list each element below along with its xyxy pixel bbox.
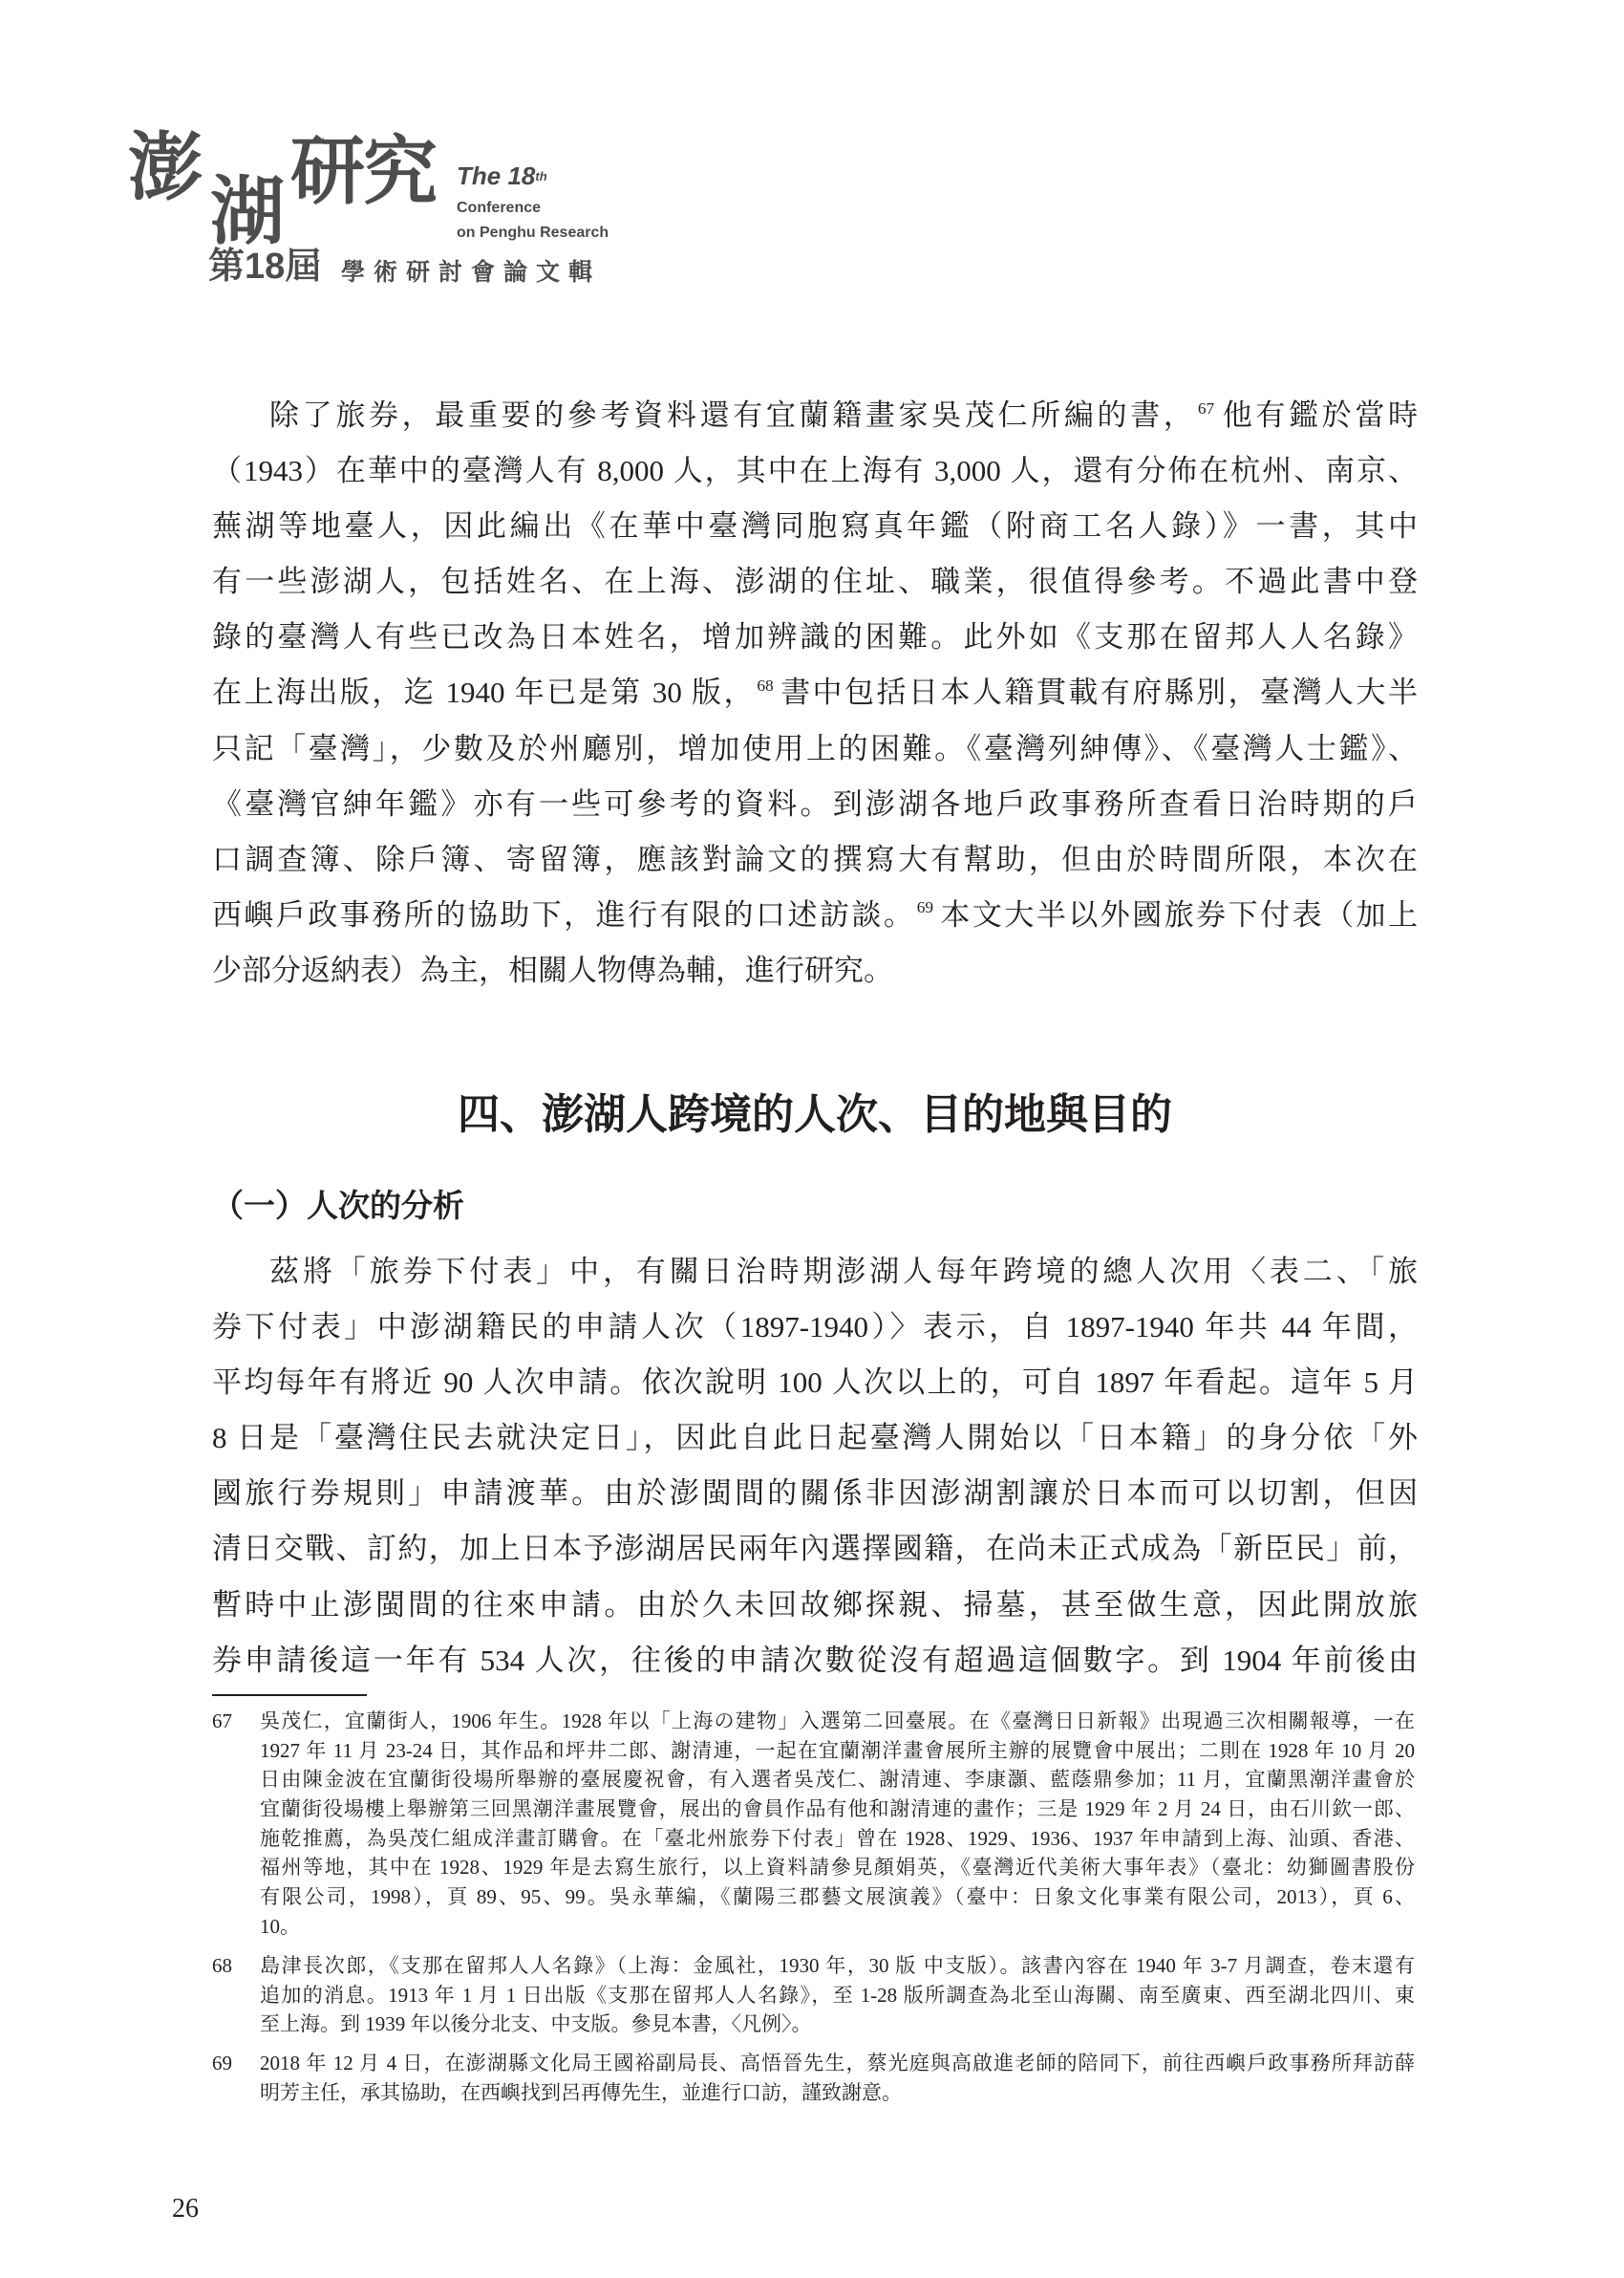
footnote-line: 有限公司，1998），頁 89、95、99。吳永華編，《蘭陽三郡藝文展演義》（臺中：日象文化事業有限公司，2013），頁 6、 xyxy=(260,1885,1415,1909)
footnote-body xyxy=(260,1951,1415,2039)
footnote xyxy=(212,2049,1415,2107)
footnote-line: 宜蘭街役場樓上舉辦第三回黑潮洋畫展覽會，展出的會員作品有他和謝清連的畫作；三是 1929 年 2 月 24 日，由石川欽一郎、 xyxy=(260,1797,1415,1821)
text-line: 國旅行券規則」申請渡華。由於澎閩間的關係非因澎湖割讓於日本而可以切割，但因 xyxy=(212,1476,1418,1511)
text-line xyxy=(212,665,1418,720)
footnote-line: 吳茂仁，宜蘭街人，1906 年生。1928 年以「上海の建物」入選第二回臺展。在《臺灣日日新報》出現過三次相關報導，一在 xyxy=(260,1709,1415,1732)
conference-ordinal xyxy=(457,161,547,196)
conference-label: on Penghu Research xyxy=(457,225,609,241)
conference-ordinal-suffix: th xyxy=(535,169,547,183)
text-segment: 他有鑑於當時 xyxy=(1219,398,1419,432)
footnote-separator xyxy=(212,1694,367,1696)
text-line: 只記「臺灣」，少數及於州廳別，增加使用上的困難。《臺灣列紳傳》、《臺灣人士鑑》、 xyxy=(212,731,1418,765)
footnote-body xyxy=(260,1707,1415,1942)
footnote xyxy=(212,1951,1415,2039)
footnote-line: 福州等地，其中在 1928、1929 年是去寫生旅行，以上資料請參見顏娟英，《臺灣近代美術大事年表》（臺北：幼獅圖書股份 xyxy=(260,1856,1415,1880)
edition-label: 第18屆 xyxy=(208,247,322,287)
conference-label: Conference xyxy=(457,200,542,216)
intro-paragraph xyxy=(212,388,1418,999)
text-line: 暫時中止澎閩間的往來申請。由於久未回故鄉探親、掃墓，甚至做生意，因此開放旅 xyxy=(212,1587,1418,1622)
conference-ordinal-text: The 18 xyxy=(457,161,536,190)
text-line xyxy=(212,388,1418,443)
footnote-body xyxy=(260,2049,1415,2107)
text-line: 平均每年有將近 90 人次申請。依次說明 100 人次以上的，可自 1897 年看起。這年 5 月 xyxy=(212,1365,1418,1400)
text-line xyxy=(212,888,1418,943)
page-number: 26 xyxy=(172,2194,199,2224)
text-line: （1943）在華中的臺灣人有 8,000 人，其中在上海有 3,000 人，還有分佈在杭州、南京、 xyxy=(212,454,1418,488)
text-line: 《臺灣官紳年鑑》亦有一些可參考的資料。到澎湖各地戶政事務所查看日治時期的戶 xyxy=(212,786,1418,821)
footnote-line: 日由陳金波在宜蘭街役場所舉辦的臺展慶祝會，有入選者吳茂仁、謝清連、李康灝、藍蔭鼎參加；11 月，宜蘭黑潮洋畫會於 xyxy=(260,1768,1415,1792)
text-segment: 除了旅券，最重要的參考資料還有宜蘭籍畫家吳茂仁所編的書， xyxy=(269,398,1197,432)
text-segment: 在上海出版，迄 1940 年已是第 30 版， xyxy=(212,676,756,710)
text-line: 少部分返納表）為主，相關人物傳為輔，進行研究。 xyxy=(212,953,893,987)
text-segment: 西嶼戶政事務所的協助下，進行有限的口述訪談。 xyxy=(212,897,916,932)
footnote-line: 追加的消息。1913 年 1 月 1 日出版《支那在留邦人人名錄》，至 1-28 版所調查為北至山海關、南至廣東、西至湖北四川、東 xyxy=(260,1983,1415,2007)
journal-title-part: 湖 xyxy=(210,168,286,255)
subsection-paragraph xyxy=(212,1244,1418,1688)
footnote-line: 島津長次郎，《支那在留邦人人名錄》（上海：金風社，1930 年，30 版 中支版）。該書內容在 1940 年 3-7 月調查，卷末還有 xyxy=(260,1954,1415,1977)
text-segment: 本文大半以外國旅券下付表（加上 xyxy=(937,897,1419,932)
text-line: 券申請後這一年有 534 人次，往後的申請次數從沒有超過這個數字。到 1904 年前後由 xyxy=(212,1643,1418,1677)
footnote-line: 施乾推薦，為吳茂仁組成洋畫訂購會。在「臺北州旅券下付表」曾在 1928、1929、1936、1937 年申請到上海、汕頭、香港、 xyxy=(260,1826,1415,1850)
text-line: 有一些澎湖人，包括姓名、在上海、澎湖的住址、職業，很值得參考。不過此書中登 xyxy=(212,565,1418,599)
text-line: 蕪湖等地臺人，因此編出《在華中臺灣同胞寫真年鑑（附商工名人錄）》一書，其中 xyxy=(212,509,1418,544)
footnote-line: 2018 年 12 月 4 日，在澎湖縣文化局王國裕副局長、高悟晉先生，蔡光庭與高啟進老師的陪同下，前往西嶼戶政事務所拜訪薛 xyxy=(260,2052,1415,2074)
text-line: 清日交戰、訂約，加上日本予澎湖居民兩年內選擇國籍，在尚未正式成為「新臣民」前， xyxy=(212,1532,1418,1566)
text-line: 券下付表」中澎湖籍民的申請人次（1897-1940）〉表示，自 1897-1940 年共 44 年間， xyxy=(212,1310,1418,1344)
footnote-ref: 69 xyxy=(916,898,934,917)
footnote-line: 1927 年 11 月 23-24 日，其作品和坪井二郎、謝清連，一起在宜蘭潮洋畫會展所主辦的展覽會中展出；二則在 1928 年 10 月 20 xyxy=(260,1738,1415,1762)
footnote-line: 10。 xyxy=(260,1914,300,1938)
footnote-line: 明芳主任，承其協助，在西嶼找到呂再傳先生，並進行口訪，謹致謝意。 xyxy=(260,2080,902,2104)
footnote-number: 67 xyxy=(212,1709,232,1732)
text-line: 茲將「旅券下付表」中，有關日治時期澎湖人每年跨境的總人次用〈表二、「旅 xyxy=(269,1255,1418,1288)
footnote-ref: 67 xyxy=(1197,398,1215,418)
text-line: 8 日是「臺灣住民去就決定日」，因此自此日起臺灣人開始以「日本籍」的身分依「外 xyxy=(212,1421,1418,1455)
text-line: 錄的臺灣人有些已改為日本姓名，增加辨識的困難。此外如《支那在留邦人人名錄》 xyxy=(212,620,1418,655)
section-heading: 四、澎湖人跨境的人次、目的地與目的 xyxy=(458,1091,1172,1138)
footnote-ref: 68 xyxy=(757,676,774,695)
journal-title-part: 澎 xyxy=(128,124,203,211)
proceedings-subtitle: 學術研討會論文輯 xyxy=(341,259,602,286)
footnote xyxy=(212,1707,1415,1942)
footnote-number: 69 xyxy=(212,2052,232,2074)
text-line: 口調查簿、除戶簿、寄留簿，應該對論文的撰寫大有幫助，但由於時間所限，本次在 xyxy=(212,842,1418,876)
journal-title-part: 研究 xyxy=(290,128,437,215)
subsection-heading: （一）人次的分析 xyxy=(212,1190,464,1224)
text-segment: 書中包括日本人籍貫載有府縣別，臺灣人大半 xyxy=(778,676,1419,710)
footnote-number: 68 xyxy=(212,1954,232,1977)
footnote-line: 至上海。到 1939 年以後分北支、中支版。參見本書，〈凡例〉。 xyxy=(260,2012,812,2036)
